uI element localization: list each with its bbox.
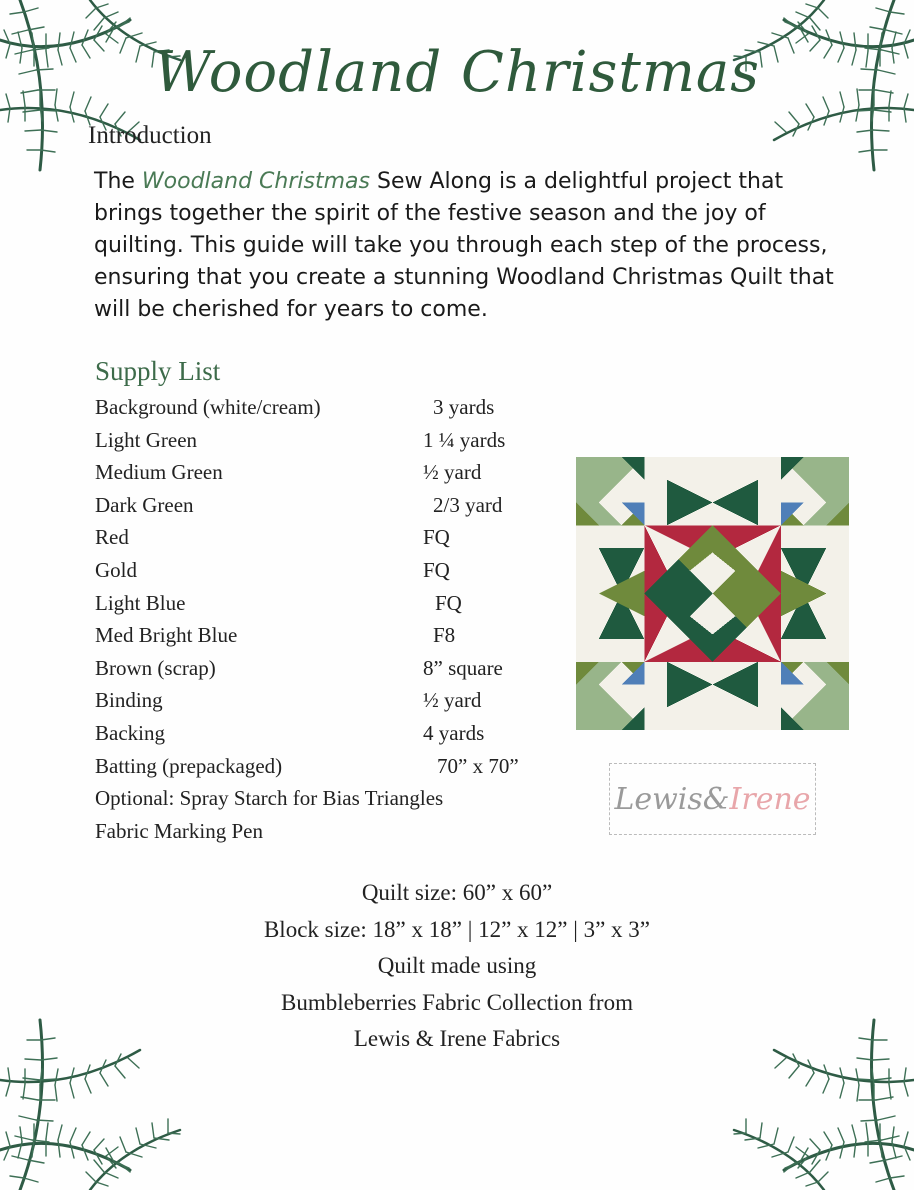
supply-row <box>95 623 555 656</box>
supply-item: Gold <box>95 557 137 582</box>
logo-irene: Irene <box>729 781 811 817</box>
supply-row <box>95 395 555 428</box>
supply-item: Light Green <box>95 427 198 452</box>
supply-item: Backing <box>95 720 165 745</box>
logo-ampersand: & <box>702 781 730 817</box>
supply-row <box>95 460 555 493</box>
supply-item: Brown (scrap) <box>95 655 216 680</box>
supply-amount: 2/3 yard <box>433 492 503 517</box>
supply-row <box>95 428 555 461</box>
supply-amount: 4 yards <box>423 720 485 745</box>
made-using: Quilt made using <box>377 953 537 978</box>
logo-lewis: Lewis <box>614 781 703 817</box>
fabric-collection: Bumbleberries Fabric Collection from <box>281 989 633 1015</box>
supply-item: Batting (prepackaged) <box>95 753 283 778</box>
supply-amount: F8 <box>433 623 456 648</box>
supply-row <box>95 688 555 721</box>
quilt-block-image <box>576 457 849 730</box>
supply-row <box>95 525 555 558</box>
intro-text-emphasis: Woodland Christmas <box>141 169 370 194</box>
block-size: Block size: 18” x 18” | 12” x 12” | 3” x 3” <box>263 916 651 942</box>
supply-row <box>95 754 555 787</box>
fabric-maker: Lewis & Irene Fabrics <box>353 1026 561 1051</box>
logo-text <box>614 782 810 817</box>
supply-amount: 8” square <box>423 655 503 680</box>
intro-text-after: Sew Along is a delightful project that brings together the spirit of the festive season and the joy of quilting. This guide will take you through each step of the process, ensuring that you create a stunning Woodland Christmas Quilt that will be cherished for years to come. <box>94 169 834 322</box>
supply-amount: 1 ¼ yards <box>423 427 506 452</box>
lewis-irene-logo <box>609 763 816 835</box>
supply-row <box>95 558 555 591</box>
supply-amount: ½ yard <box>423 688 482 713</box>
supply-item: Red <box>95 525 129 550</box>
supply-row <box>95 591 555 624</box>
supply-list <box>95 395 555 851</box>
supply-item: Light Blue <box>95 590 186 615</box>
supply-amount: FQ <box>423 557 450 582</box>
supply-item: Background (white/cream) <box>95 395 321 419</box>
supply-amount: ½ yard <box>423 460 482 485</box>
supply-row <box>95 721 555 754</box>
quilt-size: Quilt size: 60” x 60” <box>361 880 553 905</box>
quilt-info <box>0 875 914 1058</box>
supply-list-heading: Supply List <box>95 356 221 386</box>
supply-amount: FQ <box>423 525 450 550</box>
supply-item: Dark Green <box>95 492 194 517</box>
supply-amount: 3 yards <box>433 395 495 419</box>
supply-item: Medium Green <box>95 460 223 485</box>
marking-pen-supply: Fabric Marking Pen <box>95 818 263 843</box>
intro-paragraph <box>94 166 854 326</box>
supply-item: Binding <box>95 688 163 713</box>
optional-supply: Optional: Spray Starch for Bias Triangles <box>95 786 444 811</box>
supply-row <box>95 656 555 689</box>
supply-row <box>95 493 555 526</box>
supply-amount: FQ <box>435 590 462 615</box>
page-title: Woodland Christmas <box>153 40 761 105</box>
supply-amount: 70” x 70” <box>437 753 519 778</box>
supply-item: Med Bright Blue <box>95 623 238 648</box>
intro-heading: Introduction <box>88 122 212 149</box>
intro-text-before: The <box>94 169 142 194</box>
